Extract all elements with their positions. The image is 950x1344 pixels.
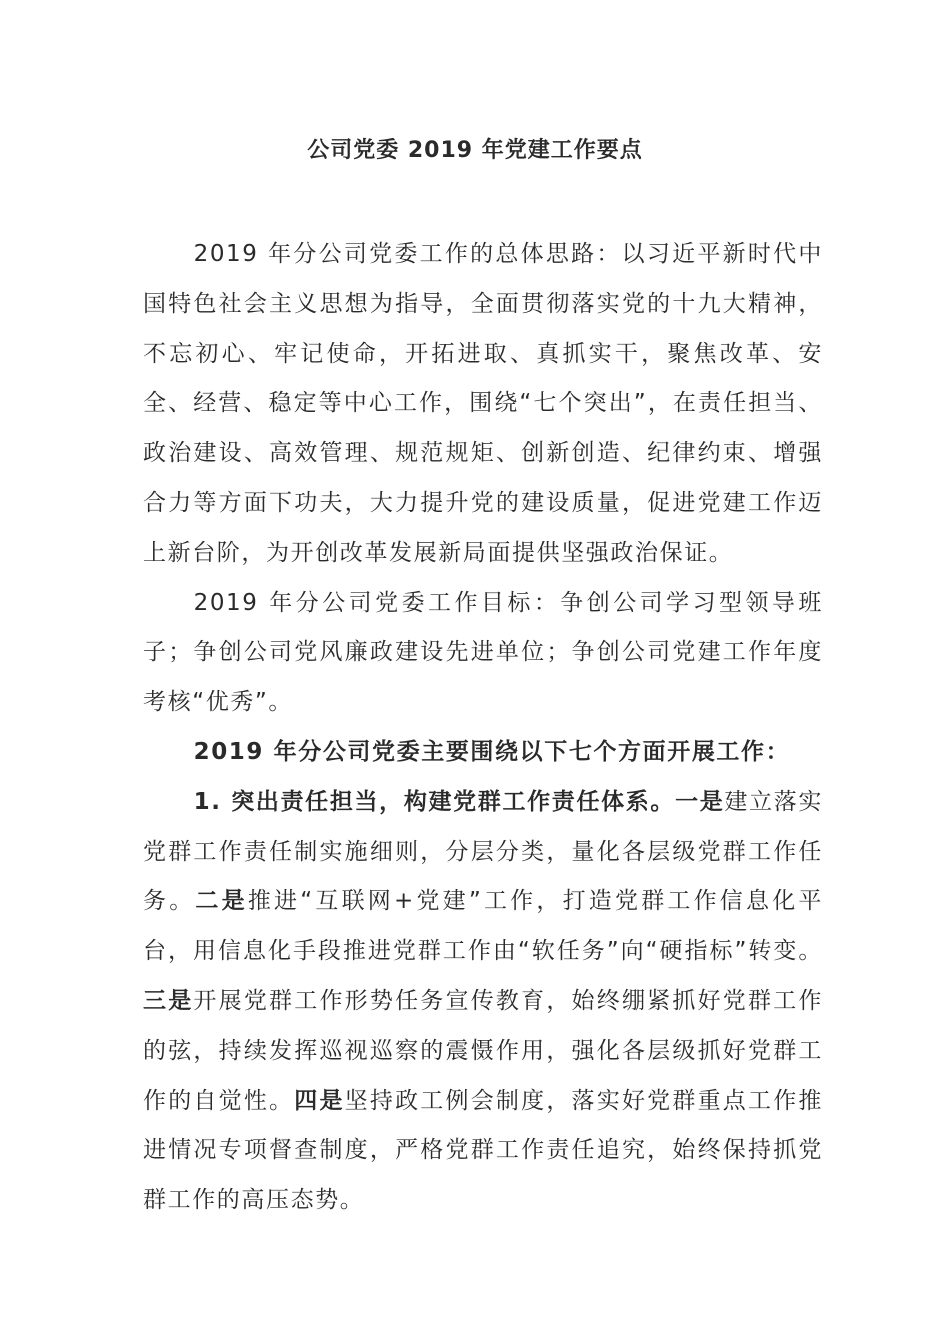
- item-1-text-2: 推进“互联网+党建”工作，打造党群工作信息化平台，用信息化手段推进党群工作由“软任务”向“硬指标”转变。: [143, 888, 824, 965]
- item-1-text-3: 开展党群工作形势任务宣传教育，始终绷紧抓好党群工作的弦，持续发挥巡视巡察的震慑作用，强化各层级抓好党群工作的自觉性。: [143, 987, 824, 1114]
- item-1-label-2: 二是: [195, 888, 248, 915]
- item-1-text-4: 坚持政工例会制度，落实好党群重点工作推进情况专项督查制度，严格党群工作责任追究，始终保持抓党群工作的高压态势。: [143, 1087, 823, 1214]
- paragraph-item-1: [143, 778, 823, 1226]
- document-title: 公司党委 2019 年党建工作要点: [307, 138, 643, 163]
- item-1-heading: 1. 突出责任担当，构建党群工作责任体系。: [193, 788, 676, 815]
- paragraph-seven-aspects-heading: 2019 年分公司党委主要围绕以下七个方面开展工作：: [193, 738, 791, 765]
- item-1-text-1: 建立落实党群工作责任制实施细则，分层分类，量化各层级党群工作任务。: [143, 788, 824, 915]
- paragraph-general-thinking: 2019 年分公司党委工作的总体思路：以习近平新时代中国特色社会主义思想为指导，全面贯彻落实党的十九大精神，不忘初心、牢记使命，开拓进取、真抓实干，聚焦改革、安全、经营、稳定等中心工作，围绕“七个突出”，在责任担当、政治建设、高效管理、规范规矩、创新创造、纪律约束、增强合力等方面下功夫，大力提升党的建设质量，促进党建工作迈上新台阶，为开创改革发展新局面提供坚强政治保证。: [143, 241, 823, 566]
- item-1-label-3: 三是: [143, 987, 194, 1014]
- item-1-label-4: 四是: [294, 1087, 345, 1114]
- paragraph-work-goals: 2019 年分公司党委工作目标：争创公司学习型领导班子；争创公司党风廉政建设先进单位；争创公司党建工作年度考核“优秀”。: [143, 589, 823, 716]
- document-body: [143, 230, 823, 1226]
- item-1-label-1: 一是: [675, 788, 725, 815]
